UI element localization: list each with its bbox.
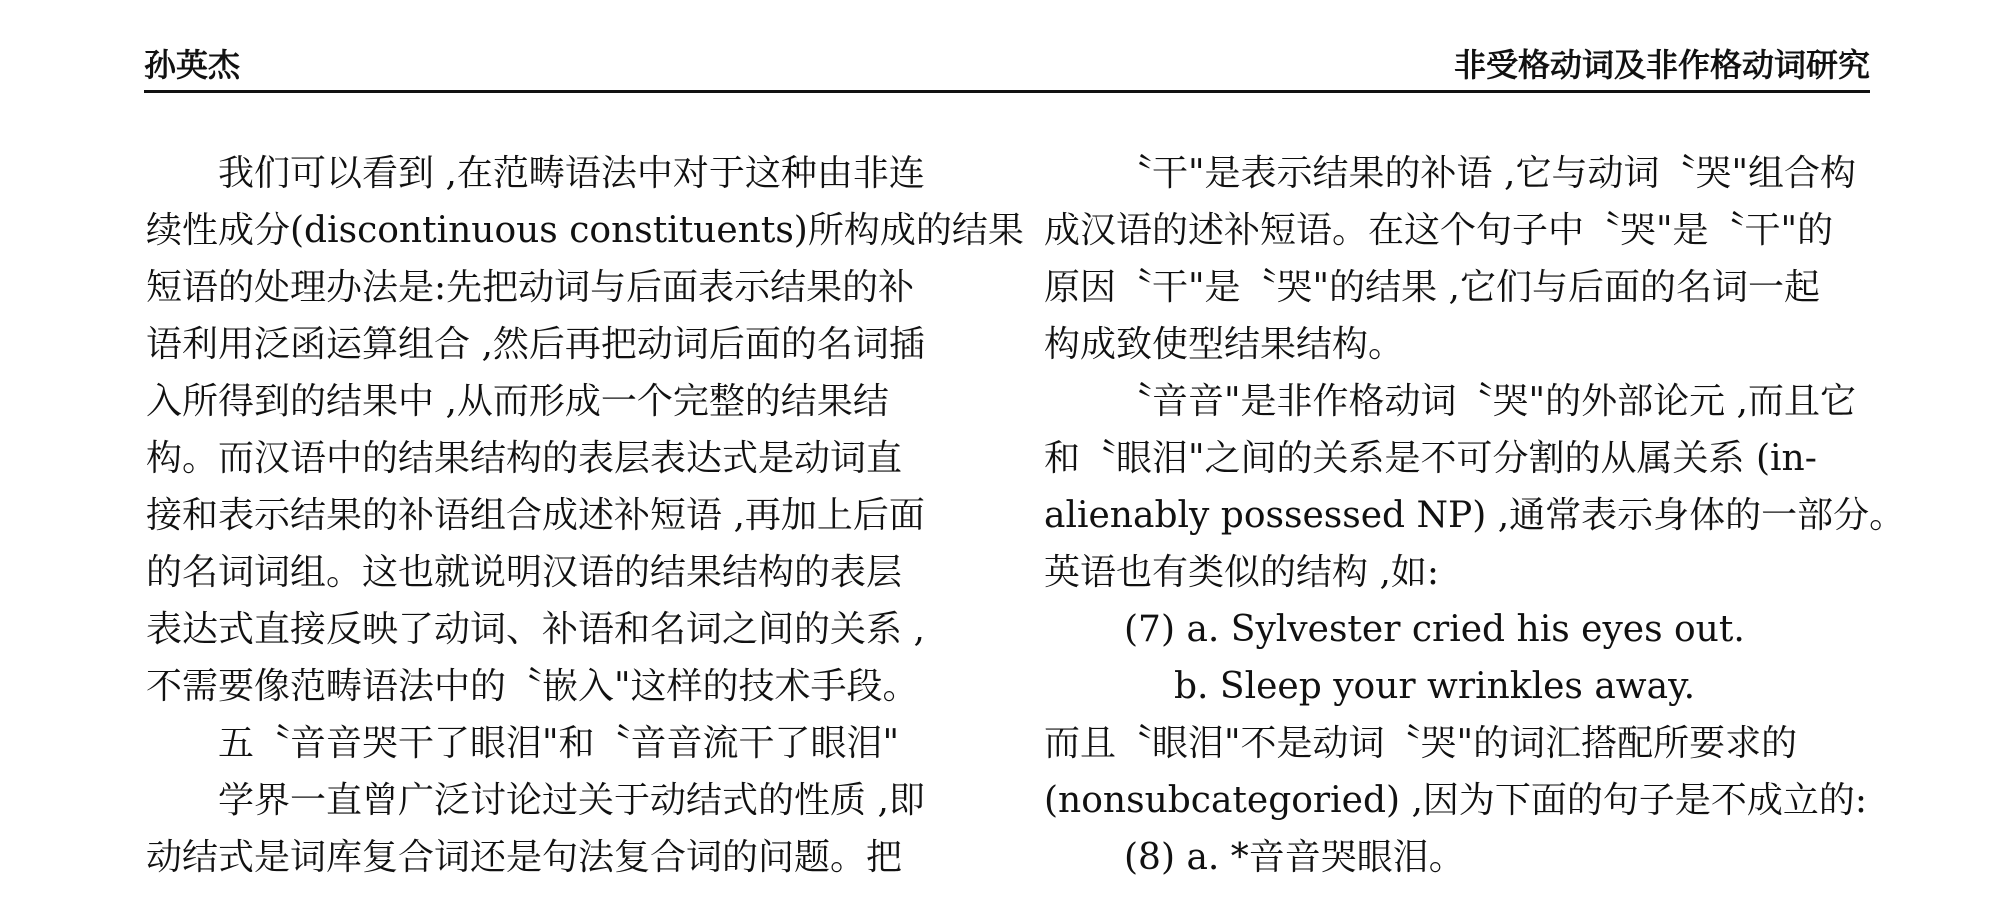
paragraph-line: 学界一直曾广泛讨论过关于动结式的性质 ,即 (218, 780, 925, 821)
paragraph-line: alienably possessed NP) ,通常表示身体的一部分。 (1044, 495, 1906, 536)
paragraph-line: 接和表示结果的补语组合成述补短语 ,再加上后面 (146, 495, 925, 536)
paragraph-line: 和〝眼泪"之间的关系是不可分割的从属关系 (in- (1044, 438, 1817, 479)
example-line: b. Sleep your wrinkles away. (1174, 666, 1696, 707)
example-line: (7) a. Sylvester cried his eyes out. (1124, 609, 1745, 650)
paragraph-line: 〝干"是表示结果的补语 ,它与动词〝哭"组合构 (1116, 153, 1857, 194)
paragraph-line: 续性成分(discontinuous constituents)所构成的结果 (146, 210, 1024, 251)
header-title: 非受格动词及非作格动词研究 (1453, 46, 1870, 84)
paragraph-line: 〝音音"是非作格动词〝哭"的外部论元 ,而且它 (1116, 381, 1857, 422)
paragraph-line: 我们可以看到 ,在范畴语法中对于这种由非连 (218, 153, 925, 194)
paragraph-line: (nonsubcategoried) ,因为下面的句子是不成立的: (1044, 780, 1868, 821)
paragraph-line: 成汉语的述补短语。在这个句子中〝哭"是〝干"的 (1044, 210, 1834, 251)
paragraph-line: 构。而汉语中的结果结构的表层表达式是动词直 (146, 438, 903, 479)
section-heading: 五〝音音哭干了眼泪"和〝音音流干了眼泪" (218, 723, 900, 764)
paragraph-line: 构成致使型结果结构。 (1044, 324, 1405, 365)
paragraph-line: 原因〝干"是〝哭"的结果 ,它们与后面的名词一起 (1044, 267, 1821, 308)
example-line: (8) a. *音音哭眼泪。 (1124, 837, 1465, 878)
paragraph-line: 语利用泛函运算组合 ,然后再把动词后面的名词插 (146, 324, 925, 365)
paragraph-line: 不需要像范畴语法中的〝嵌入"这样的技术手段。 (146, 666, 919, 707)
header-author: 孙英杰 (144, 46, 241, 84)
left-column (146, 145, 1024, 886)
paragraph-line: 表达式直接反映了动词、补语和名词之间的关系 , (146, 609, 925, 650)
paragraph-line: 动结式是词库复合词还是句法复合词的问题。把 (146, 837, 903, 878)
paragraph-line: 英语也有类似的结构 ,如: (1044, 552, 1440, 593)
paragraph-line: 入所得到的结果中 ,从而形成一个完整的结果结 (146, 381, 889, 422)
running-header (144, 40, 1870, 93)
paragraph-line: 短语的处理办法是:先把动词与后面表示结果的补 (146, 267, 915, 308)
right-column (1044, 145, 1906, 886)
paragraph-line: 的名词词组。这也就说明汉语的结果结构的表层 (146, 552, 903, 593)
paragraph-line: 而且〝眼泪"不是动词〝哭"的词汇搭配所要求的 (1044, 723, 1798, 764)
